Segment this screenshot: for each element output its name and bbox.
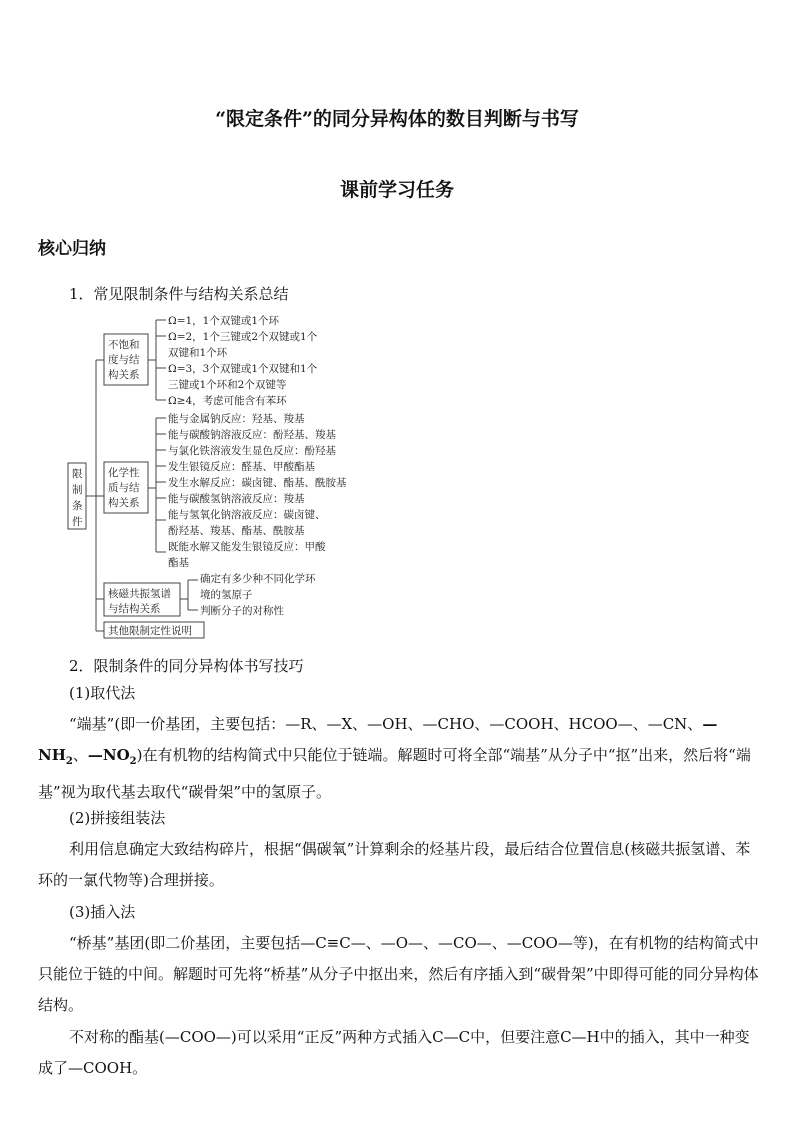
paragraph-1 [38, 709, 763, 808]
diagram-line: 三键或1个环和2个双键等 [168, 379, 287, 391]
diagram-branch-label: 度与结 [108, 354, 140, 366]
paragraph-2: 利用信息确定大致结构碎片，根据“偶碳氧”计算剩余的烃基片段，最后结合位置信息(核磁共振氢谱、苯环的一氯代物等)合理拼接。 [38, 840, 751, 889]
nitro-group: $—NO_2$ [87, 746, 137, 767]
section-heading: 核心归纳 [38, 239, 106, 259]
diagram-line: 能与氢氧化钠溶液反应：碳卤键、 [168, 509, 326, 521]
amino-group: $—NH_2$ [38, 715, 718, 767]
diagram-line: 既能水解又能发生银镜反应：甲酸 [168, 541, 326, 553]
diagram-branch-label: 化学性 [108, 467, 140, 479]
diagram-line: 确定有多少种不同化学环 [200, 573, 316, 585]
diagram-line: Ω=3，3个双键或1个双键和1个 [168, 363, 318, 375]
diagram-line: 判断分子的对称性 [200, 605, 284, 617]
diagram-line: 发生银镜反应：醛基、甲酸酯基 [168, 461, 315, 473]
item-1-heading: 1．常见限制条件与结构关系总结 [69, 285, 289, 303]
paragraph-1-text-a: “端基”(即一价基团，主要包括：—R、—X、—OH、—CHO、—COOH、HCOO—、—CN、 [69, 715, 703, 733]
diagram-line: 能与碳酸钠溶液反应：酚羟基、羧基 [168, 429, 336, 441]
diagram-line: 发生水解反应：碳卤键、酯基、酰胺基 [168, 477, 347, 489]
document-title: “限定条件”的同分异构体的数目判断与书写 [215, 108, 579, 130]
diagram-line: Ω≥4，考虑可能含有苯环 [168, 395, 287, 407]
diagram-root-char: 限 [72, 468, 83, 480]
diagram-root-char: 制 [72, 484, 83, 496]
diagram-line: 双键和1个环 [168, 347, 228, 359]
item-2-heading: 2．限制条件的同分异构体书写技巧 [69, 657, 304, 675]
subheading-2: (2)拼接组装法 [69, 809, 166, 827]
diagram-branch-label: 与结构关系 [108, 603, 161, 615]
diagram-line: 酚羟基、羧基、酯基、酰胺基 [168, 525, 305, 537]
paragraph-1-text-b: 、 [72, 746, 88, 764]
diagram-branch-label: 构关系 [108, 497, 140, 509]
diagram-line: 与氯化铁溶液发生显色反应：酚羟基 [168, 445, 336, 457]
diagram-line: 酯基 [168, 557, 189, 569]
subheading-3: (3)插入法 [69, 903, 136, 921]
paragraph-1-text-c: )在有机物的结构简式中只能位于链端。解题时可将全部“端基”从分子中“抠”出来，然后将“端基”视为取代基去取代“碳骨架”中的氢原子。 [38, 746, 751, 801]
diagram-branch-label: 核磁共振氢谱 [108, 588, 171, 600]
diagram-line: 境的氢原子 [200, 589, 253, 601]
section-title: 课前学习任务 [339, 179, 454, 201]
diagram-line: 能与碳酸氢钠溶液反应：羧基 [168, 493, 305, 505]
paragraph-3: “桥基”基团(即二价基团，主要包括—C≡C—、—O—、—CO—、—COO—等)，在有机物的结构简式中只能位于链的中间。解题时可先将“桥基”从分子中抠出来，然后有序插入到“碳骨架”中即得可能的同分异构体结构。 [38, 934, 759, 1014]
diagram-line: Ω=2，1个三键或2个双键或1个 [168, 331, 318, 343]
diagram-branch-label: 质与结 [108, 482, 140, 494]
paragraph-4: 不对称的酯基(—COO—)可以采用“正反”两种方式插入C—C中，但要注意C—H中的插入，其中一种变成了—COOH。 [38, 1028, 750, 1077]
diagram-root-char: 件 [72, 516, 83, 528]
diagram-line: 能与金属钠反应：羟基、羧基 [168, 413, 305, 425]
diagram-branch-label: 构关系 [108, 369, 140, 381]
diagram-root-char: 条 [72, 500, 83, 512]
subheading-1: (1)取代法 [69, 684, 136, 702]
diagram-branch-label: 不饱和 [108, 339, 140, 351]
diagram-branch-label: 其他限制定性说明 [108, 625, 192, 637]
condition-structure-diagram [66, 310, 356, 640]
diagram-line: Ω=1，1个双键或1个环 [168, 315, 280, 327]
